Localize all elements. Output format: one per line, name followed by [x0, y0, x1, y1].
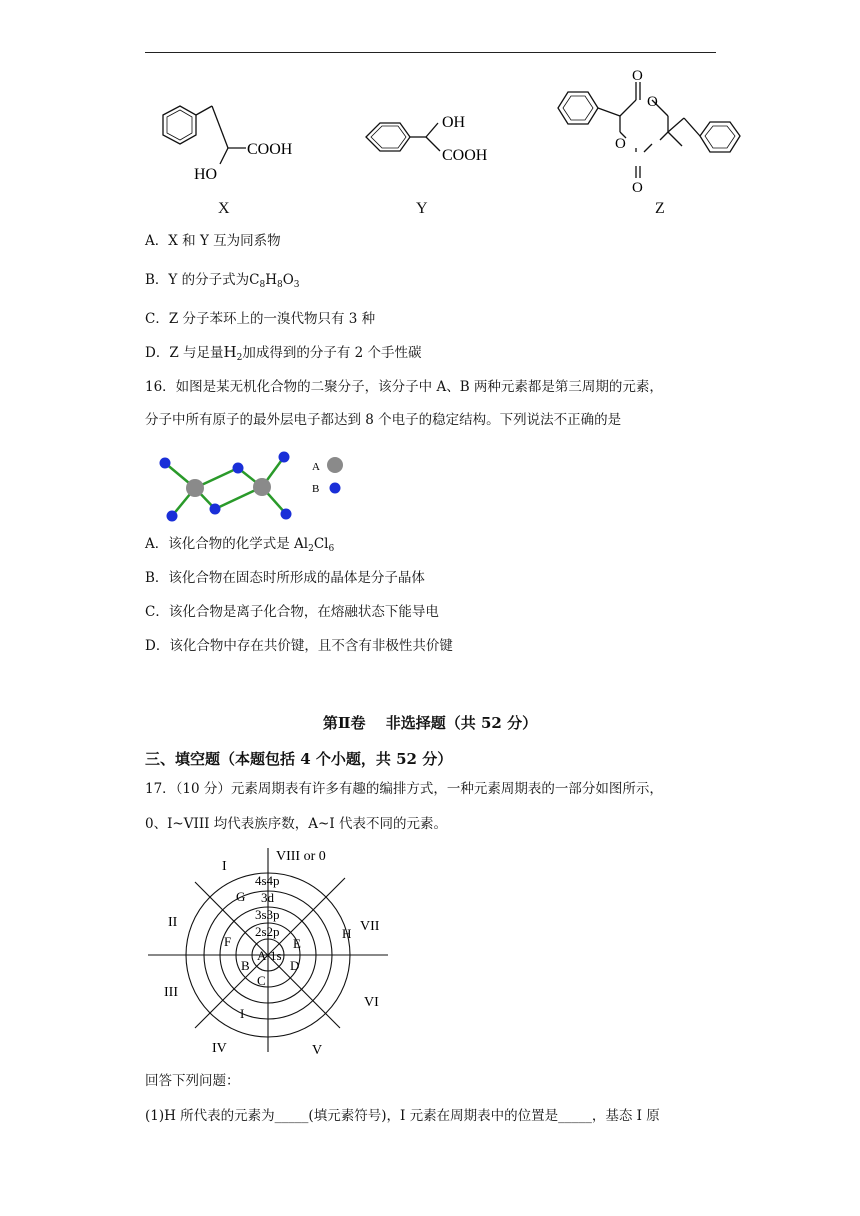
- q16-stem-line1: 16．如图是某无机化合物的二聚分子，该分子中 A、B 两种元素都是第三周期的元素，: [145, 379, 663, 395]
- element-f: F: [224, 934, 232, 949]
- z-bottom-o: O: [632, 180, 643, 196]
- group-label-i: I: [222, 859, 227, 874]
- q15-option-c: C．Z 分子苯环上的一溴代物只有 3 种: [145, 311, 376, 327]
- formula-c: C: [249, 272, 260, 288]
- q17-part1: (1)H 所代表的元素为_____(填元素符号)，I 元素在周期表中的位置是_____，基态 I 原: [145, 1108, 660, 1124]
- group-label-iii: III: [164, 985, 178, 1000]
- header-rule: [145, 52, 716, 53]
- al-subscript: 2: [308, 544, 314, 554]
- legend-a-swatch: [327, 457, 343, 473]
- b-atom: [160, 458, 171, 469]
- element-e: E: [293, 936, 301, 951]
- y-oh-label: OH: [442, 114, 466, 131]
- legend-b-label: B: [312, 483, 320, 495]
- x-cooh-label: COOH: [247, 141, 293, 158]
- formula-h: H: [265, 272, 277, 288]
- q16-option-b: B．该化合物在固态时所形成的晶体是分子晶体: [145, 570, 425, 586]
- caption-z: Z: [655, 200, 665, 217]
- legend-b-swatch: [330, 483, 341, 494]
- formula-o-sub: 3: [293, 280, 300, 290]
- q15-option-d-suffix: 加成得到的分子有 2 个手性碳: [242, 345, 422, 361]
- q15-option-b: [145, 271, 300, 294]
- element-a: A: [257, 948, 267, 963]
- b-atom: [167, 511, 178, 522]
- formula-o: O: [282, 272, 294, 288]
- answer-intro: 回答下列问题：: [145, 1073, 240, 1089]
- group-label-vii: VII: [360, 919, 380, 934]
- shell-label-3d: 3d: [261, 890, 274, 905]
- element-g: G: [236, 889, 246, 904]
- circular-periodic-table: [140, 840, 400, 1065]
- shell-label-4s4p: 4s4p: [255, 873, 280, 888]
- shell-label-1s: 1s: [270, 948, 282, 963]
- x-ho-label: HO: [194, 166, 218, 183]
- section-title: 第Ⅱ卷 非选择题（共 52 分）: [322, 714, 538, 732]
- h2-subscript: 2: [236, 353, 243, 363]
- caption-x: X: [218, 200, 230, 217]
- element-d: D: [290, 958, 300, 973]
- q16-stem-line2: 分子中所有原子的最外层电子都达到 8 个电子的稳定结构。下列说法不正确的是: [145, 412, 622, 428]
- group-label-iv: IV: [212, 1041, 227, 1056]
- b-atom: [210, 504, 221, 515]
- b-atom: [281, 509, 292, 520]
- z-ring-o-right: O: [647, 94, 658, 110]
- element-h: H: [342, 926, 352, 941]
- cl-symbol: Cl: [313, 536, 329, 552]
- group-label-viii-or-0: VIII or 0: [276, 849, 326, 864]
- q17-stem-line2: 0、I~VIII 均代表族序数，A~I 代表不同的元素。: [145, 816, 447, 832]
- caption-y: Y: [416, 200, 428, 217]
- formula-h-sub: 8: [276, 280, 283, 290]
- group-label-ii: II: [168, 915, 178, 930]
- q17-stem-line1: 17．（10 分）元素周期表有许多有趣的编排方式，一种元素周期表的一部分如图所示，: [145, 781, 663, 797]
- y-cooh-label: COOH: [442, 147, 488, 164]
- legend-a-label: A: [312, 461, 320, 473]
- shell-label-2s2p: 2s2p: [255, 924, 280, 939]
- b-atom: [233, 463, 244, 474]
- q15-option-d-prefix: D．Z 与足量: [145, 345, 224, 361]
- z-top-o: O: [632, 68, 643, 84]
- a-atom: [253, 478, 271, 496]
- element-i: I: [240, 1006, 245, 1021]
- q16-option-a: [145, 535, 334, 558]
- group-label-v: V: [312, 1043, 323, 1058]
- formula-c-sub: 8: [259, 280, 266, 290]
- structure-z: [548, 66, 748, 198]
- cl-subscript: 6: [328, 544, 335, 554]
- group-label-vi: VI: [364, 995, 379, 1010]
- element-b: B: [241, 958, 250, 973]
- q16-option-d: D．该化合物中存在共价键，且不含有非极性共价键: [145, 638, 453, 654]
- structure-x: [140, 100, 310, 190]
- q16-option-a-text: A．该化合物的化学式是 Al: [145, 536, 309, 552]
- h2-symbol: H: [223, 343, 237, 361]
- q15-option-b-text: B．Y 的分子式为: [145, 272, 250, 288]
- q16-option-c: C．该化合物是离子化合物，在熔融状态下能导电: [145, 604, 439, 620]
- structure-y: [360, 105, 510, 175]
- a-atom: [186, 479, 204, 497]
- q15-option-d: [145, 343, 422, 367]
- q15-option-a: A．X 和 Y 互为同系物: [145, 233, 281, 249]
- b-atom: [279, 452, 290, 463]
- element-c: C: [257, 973, 266, 988]
- z-ring-o-left: O: [615, 136, 626, 152]
- dimer-molecule-diagram: [150, 448, 360, 528]
- shell-label-3s3p: 3s3p: [255, 907, 280, 922]
- part-heading: 三、填空题（本题包括 4 个小题，共 52 分）: [145, 750, 453, 768]
